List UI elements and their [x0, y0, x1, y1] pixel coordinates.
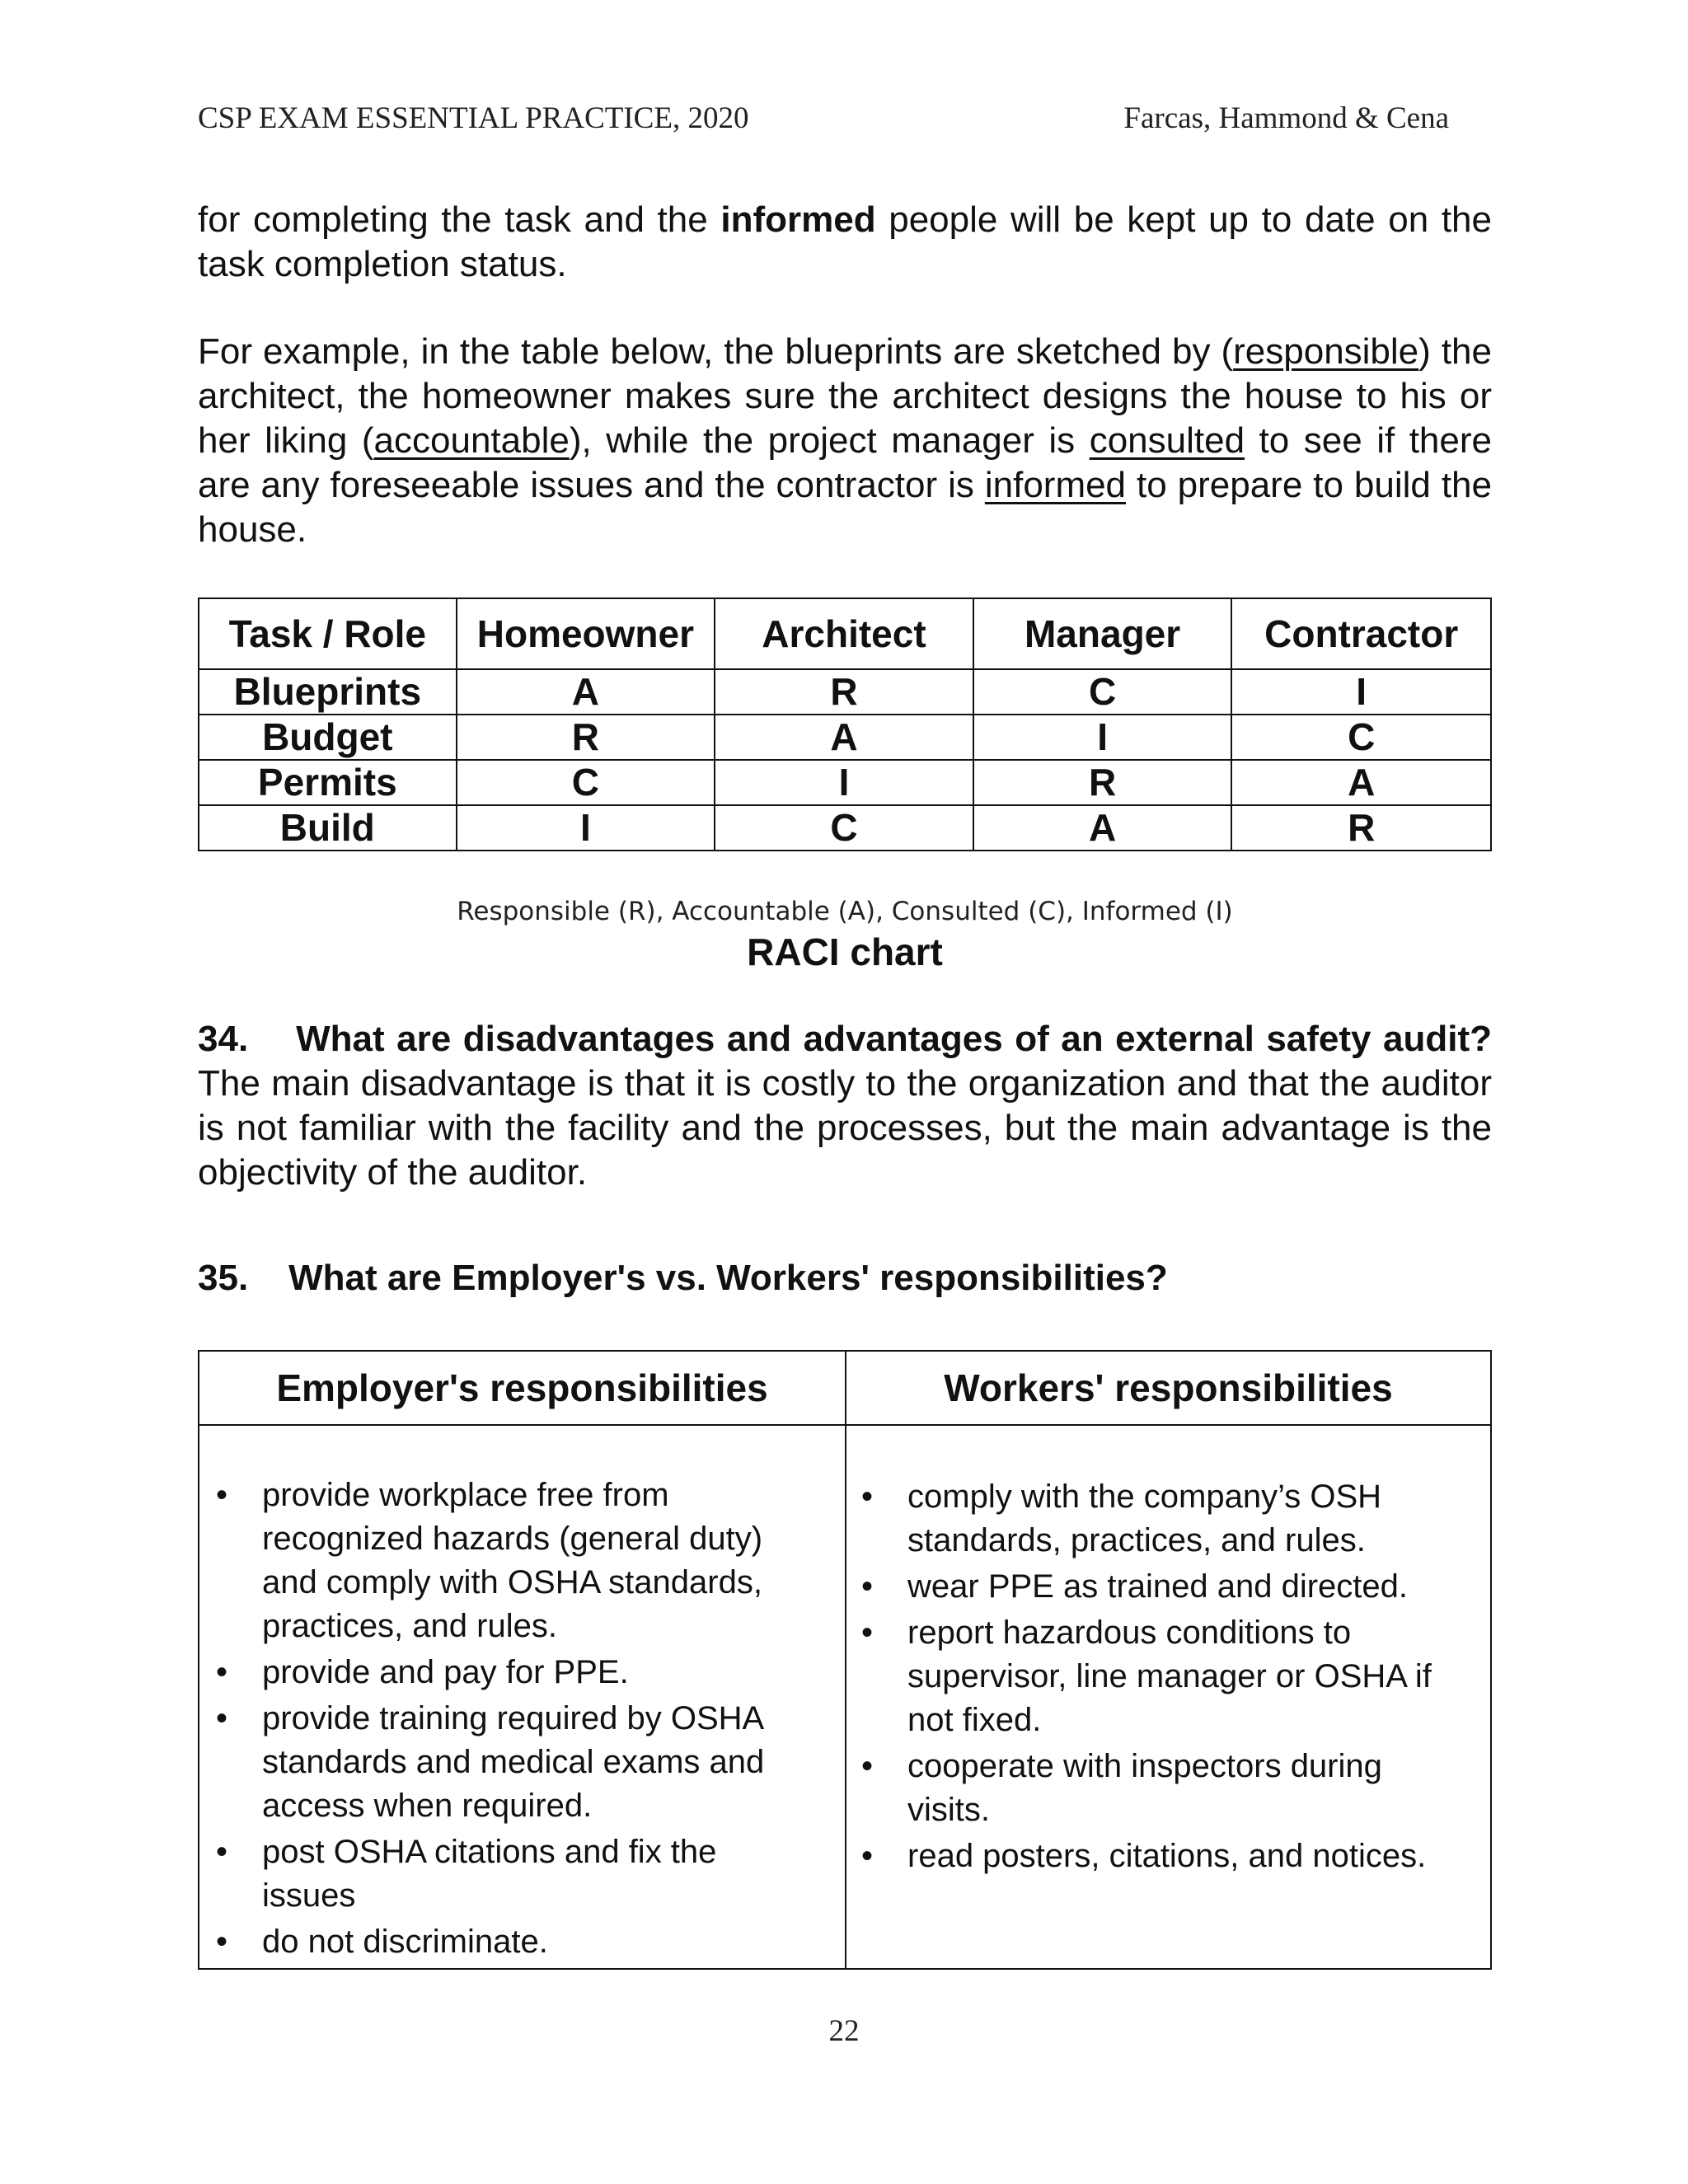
raci-cell: I: [1231, 669, 1491, 715]
raci-cell: A: [715, 715, 973, 760]
table-row: [199, 669, 1491, 715]
page-number: 22: [828, 2014, 860, 2048]
table-row: [199, 805, 1491, 851]
list-item: • report hazardous conditions to supervisor, line manager or OSHA if not fixed.: [861, 1611, 1455, 1742]
raci-table: [198, 598, 1492, 851]
running-header-authors: Farcas, Hammond & Cena: [1123, 101, 1449, 135]
list-item: • do not discriminate.: [216, 1920, 793, 1964]
bullet-icon: •: [216, 1477, 228, 1513]
bullet-icon: •: [861, 1568, 874, 1605]
employer-column-header: Employer's responsibilities: [276, 1366, 768, 1409]
intro-paragraph-2: For example, in the table below, the blueprints are sketched by (responsible) the architect, the homeowner makes sure the architect designs the house to his or her liking (accountable), while the project manager is consulted to see if there are any foreseeable issues and the contractor is informed to prepare to build the house.: [198, 331, 1493, 550]
raci-header-cell: Architect: [715, 598, 973, 669]
table-row: [199, 760, 1491, 805]
raci-cell: C: [1231, 715, 1491, 760]
raci-header-cell: Manager: [973, 598, 1232, 669]
raci-header-cell: Task / Role: [199, 598, 457, 669]
raci-header-cell: Homeowner: [457, 598, 715, 669]
bullet-icon: •: [216, 1700, 228, 1736]
raci-cell: R: [1231, 805, 1491, 851]
bullet-icon: •: [861, 1748, 874, 1784]
list-item: • comply with the company’s OSH standards, practices, and rules.: [861, 1475, 1455, 1563]
bullet-icon: •: [861, 1479, 874, 1515]
raci-cell: A: [973, 805, 1232, 851]
workers-column-header: Workers' responsibilities: [944, 1366, 1393, 1409]
list-item: • read posters, citations, and notices.: [861, 1835, 1455, 1878]
header-divider: [199, 1424, 1490, 1426]
list-item: • cooperate with inspectors during visits.: [861, 1745, 1455, 1832]
workers-list: [861, 1475, 1455, 1881]
bullet-icon: •: [216, 1834, 228, 1870]
question-34: 34. What are disadvantages and advantages of an external safety audit? The main disadvantage is that it is costly to the organization and that the auditor is not familiar with the facility and the processes, but the main advantage is the objectivity of the auditor.: [198, 1019, 1492, 1193]
table-row: [199, 715, 1491, 760]
raci-cell: R: [973, 760, 1232, 805]
bullet-icon: •: [861, 1838, 874, 1874]
list-item: • post OSHA citations and fix the issues: [216, 1830, 793, 1918]
raci-caption: RACI chart: [747, 930, 943, 973]
raci-cell: Permits: [199, 760, 457, 805]
list-item: • wear PPE as trained and directed.: [861, 1565, 1455, 1609]
raci-cell: Blueprints: [199, 669, 457, 715]
raci-cell: Build: [199, 805, 457, 851]
raci-cell: I: [715, 760, 973, 805]
responsibilities-table: [198, 1350, 1492, 1970]
employer-list: [216, 1474, 793, 1966]
intro-paragraph-1: for completing the task and the informed people will be kept up to date on the task completion status.: [198, 199, 1492, 284]
list-item: • provide workplace free from recognized hazards (general duty) and comply with OSHA standards, practices, and rules.: [216, 1474, 793, 1648]
raci-header-row: [199, 598, 1491, 669]
bullet-icon: •: [216, 1654, 228, 1690]
raci-cell: A: [457, 669, 715, 715]
list-item: • provide and pay for PPE.: [216, 1651, 793, 1694]
raci-cell: C: [973, 669, 1232, 715]
bullet-icon: •: [216, 1924, 228, 1960]
list-item: • provide training required by OSHA standards and medical exams and access when required.: [216, 1697, 793, 1828]
column-divider: [845, 1352, 846, 1968]
raci-cell: R: [715, 669, 973, 715]
raci-cell: I: [973, 715, 1232, 760]
raci-cell: C: [715, 805, 973, 851]
running-header-title: CSP EXAM ESSENTIAL PRACTICE, 2020: [198, 101, 749, 135]
raci-header-cell: Contractor: [1231, 598, 1491, 669]
bullet-icon: •: [861, 1615, 874, 1651]
raci-cell: R: [457, 715, 715, 760]
raci-legend: Responsible (R), Accountable (A), Consulted (C), Informed (I): [457, 897, 1233, 926]
raci-cell: Budget: [199, 715, 457, 760]
raci-cell: I: [457, 805, 715, 851]
question-35: 35. What are Employer's vs. Workers' responsibilities?: [198, 1258, 1168, 1298]
raci-cell: A: [1231, 760, 1491, 805]
raci-cell: C: [457, 760, 715, 805]
